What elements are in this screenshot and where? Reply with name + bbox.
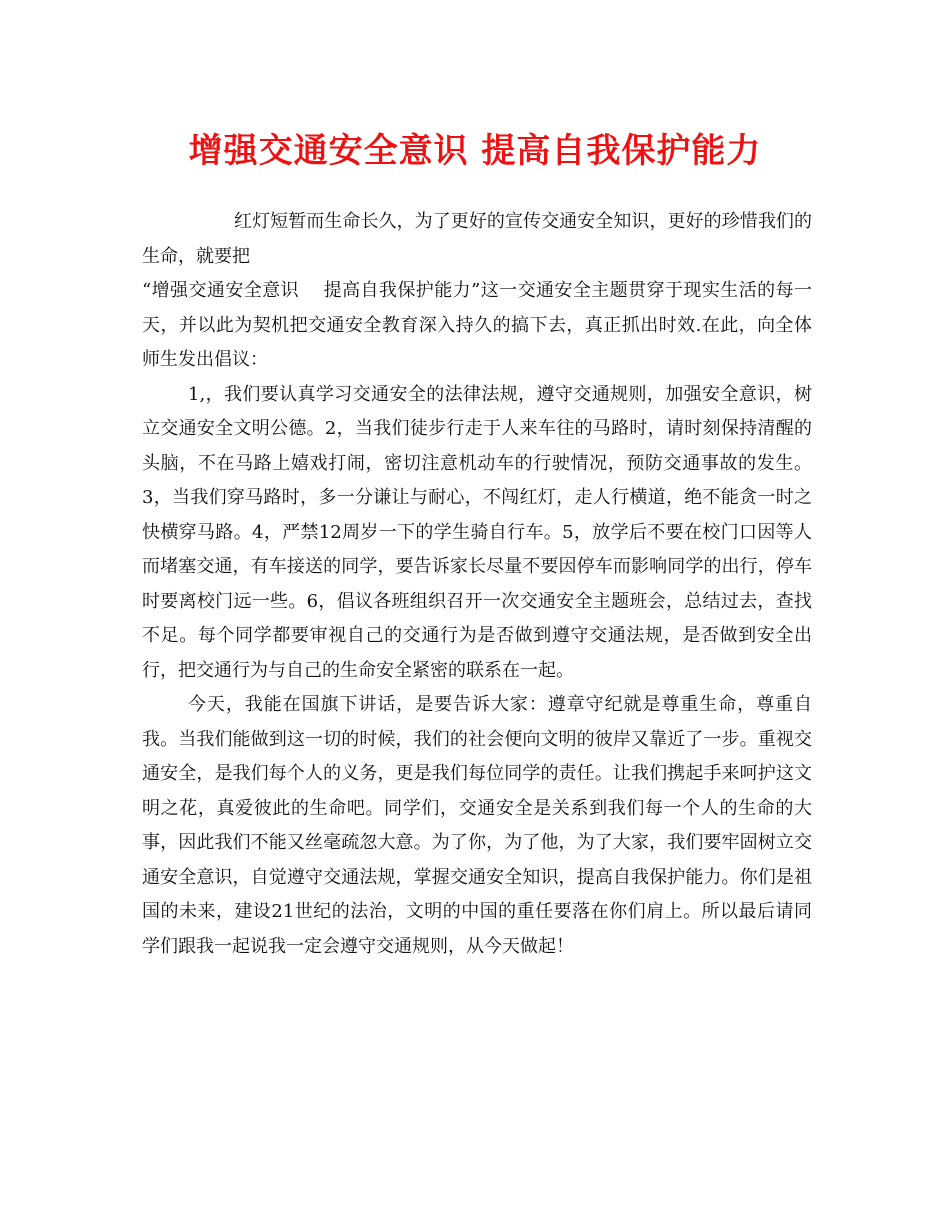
document-title: 增强交通安全意识 提高自我保护能力 <box>188 131 762 171</box>
paragraph-proposals: 1,，我们要认真学习交通安全的法律法规，遵守交通规则，加强安全意识，树立交通安全文明公德。2，当我们徒步行走于人来车往的马路时，请时刻保持清醒的头脑，不在马路上嬉戏打闹，密切注意机动车的行驶情况，预防交通事故的发生。3，当我们穿马路时，多一分谦让与耐心，不闯红灯，走人行横道，绝不能贪一时之快横穿马路。4，严禁12周岁一下的学生骑自行车。5，放学后不要在校门口因等人而堵塞交通，有车接送的同学，要告诉家长尽量不要因停车而影响同学的出行，停车时要离校门远一些。6，倡议各班组织召开一次交通安全主题班会，总结过去，查找不足。每个同学都要审视自己的交通行为是否做到遵守交通法规，是否做到安全出行，把交通行为与自己的生命安全紧密的联系在一起。 <box>142 383 812 681</box>
document-body <box>142 205 812 964</box>
paragraph-closing: 今天，我能在国旗下讲话，是要告诉大家：遵章守纪就是尊重生命，尊重自我。当我们能做到这一切的时候，我们的社会便向文明的彼岸又靠近了一步。重视交通安全，是我们每个人的义务，更是我们每位同学的责任。让我们携起手来呵护这文明之花，真爱彼此的生命吧。同学们，交通安全是关系到我们每一个人的生命的大事，因此我们不能又丝毫疏忽大意。为了你，为了他，为了大家，我们要牢固树立交通安全意识，自觉遵守交通法规，掌握交通安全知识，提高自我保护能力。你们是祖国的未来，建设21世纪的法治，文明的中国的重任要落在你们肩上。所以最后请同学们跟我一起说我一定会遵守交通规则，从今天做起！ <box>142 694 812 957</box>
paragraph-theme: “增强交通安全意识 提高自我保护能力”这一交通安全主题贯穿于现实生活的每一天，并以此为契机把交通安全教育深入持久的搞下去，真正抓出时效.在此，向全体师生发出倡议： <box>142 280 812 370</box>
paragraph-intro: 红灯短暂而生命长久，为了更好的宣传交通安全知识，更好的珍惜我们的生命，就要把 <box>142 211 812 267</box>
